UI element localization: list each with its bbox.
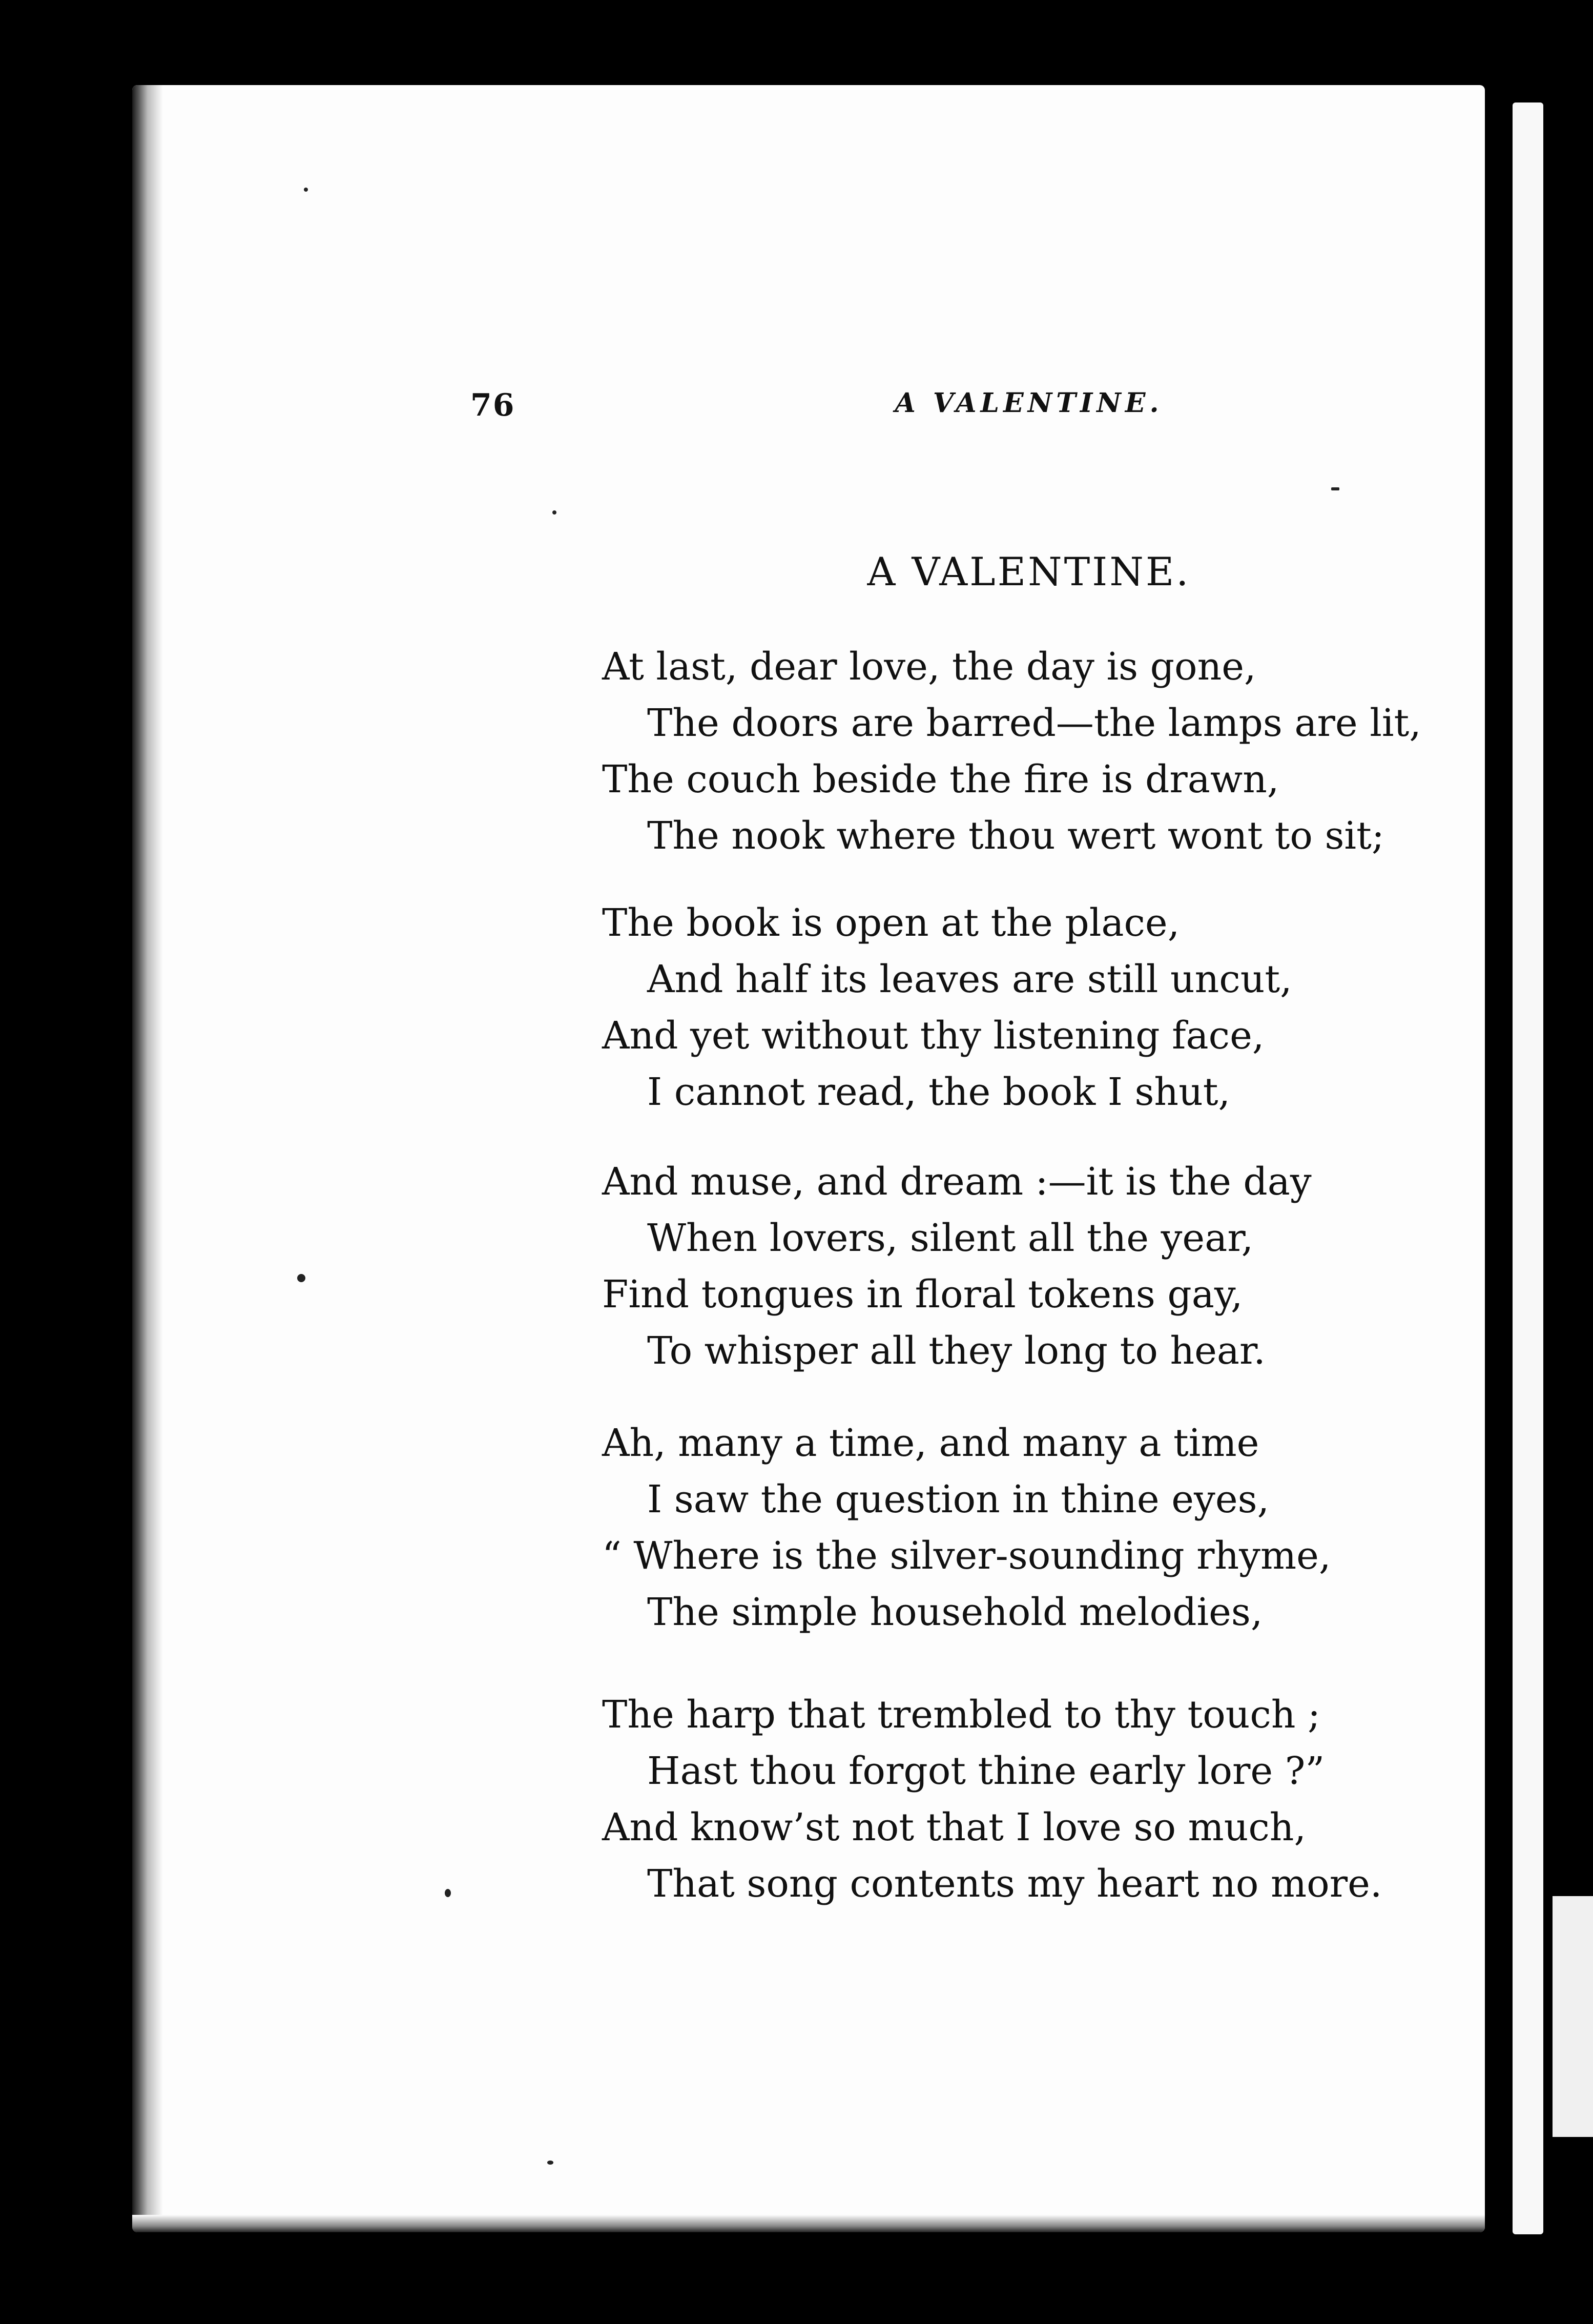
poem-line: And muse, and dream :—it is the day (602, 1160, 1312, 1204)
poem-line: And yet without thy listening face, (602, 1014, 1265, 1058)
scan-speck (552, 510, 556, 515)
page-number: 76 (470, 387, 515, 423)
poem-line: And know’st not that I love so much, (602, 1805, 1306, 1849)
poem-line: When lovers, silent all the year, (647, 1216, 1254, 1260)
scan-speck (304, 188, 308, 192)
poem-line: The nook where thou wert wont to sit; (647, 814, 1384, 858)
adjacent-page-edge (1513, 102, 1543, 2234)
stanza-5 (602, 1687, 1485, 1912)
poem-line: Ah, many a time, and many a time (602, 1421, 1259, 1465)
stanza-1 (602, 639, 1485, 864)
stanza-4 (602, 1415, 1485, 1640)
poem-line: The couch beside the fire is drawn, (602, 757, 1279, 801)
poem-line: Hast thou forgot thine early lore ?” (647, 1749, 1325, 1793)
poem-line: “ Where is the silver-sounding rhyme, (602, 1534, 1331, 1578)
poem-line: The simple household melodies, (647, 1590, 1263, 1634)
poem-line: I cannot read, the book I shut, (647, 1070, 1231, 1114)
poem-line: The harp that trembled to thy touch ; (602, 1693, 1320, 1737)
poem-line: At last, dear love, the day is gone, (602, 645, 1256, 689)
poem-line: That song contents my heart no more. (647, 1862, 1382, 1906)
poem-line: To whisper all they long to hear. (647, 1329, 1266, 1373)
poem-line: Find tongues in floral tokens gay, (602, 1272, 1243, 1317)
poem-line: The doors are barred—the lamps are lit, (647, 701, 1421, 745)
book-page (132, 85, 1485, 2232)
scan-speck (1331, 487, 1339, 490)
poem-line: I saw the question in thine eyes, (647, 1477, 1270, 1521)
poem-line: The book is open at the place, (602, 901, 1180, 945)
scan-speck (547, 2161, 553, 2165)
stanza-2 (602, 895, 1485, 1120)
adjacent-page-fragment (1553, 1896, 1593, 2137)
scan-speck (297, 1274, 305, 1282)
stanza-3 (602, 1154, 1485, 1379)
running-head: A VALENTINE. (895, 387, 1163, 419)
poem-line: And half its leaves are still uncut, (647, 957, 1292, 1001)
poem-title: A VALENTINE. (867, 549, 1191, 594)
scan-speck (445, 1889, 451, 1897)
